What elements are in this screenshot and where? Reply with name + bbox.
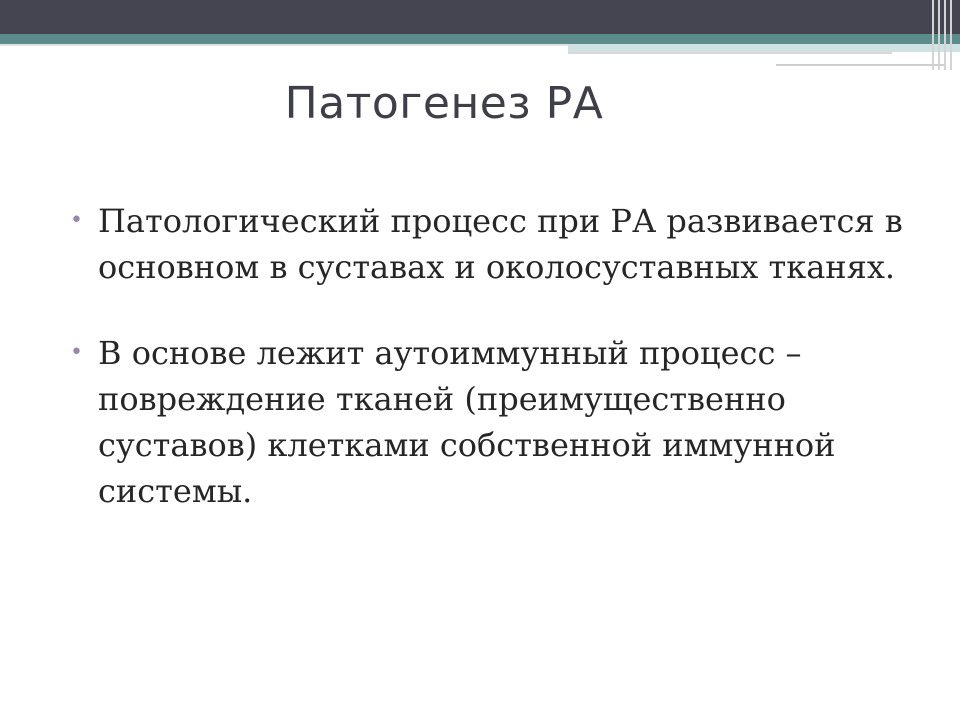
slide-title: Патогенез РА [284, 78, 604, 129]
bullet-item [70, 330, 930, 514]
bullet-text: Патологический процесс при РА развивается в основном в суставах и околосуставных тканях. [98, 202, 903, 286]
bullet-icon: • [70, 208, 83, 233]
bullet-text: В основе лежит аутоиммунный процесс – повреждение тканей (преимущественно суставов) клетками собственной иммунной системы. [98, 334, 836, 510]
header-thin-line-2 [776, 64, 946, 66]
header-band-line [0, 44, 568, 46]
header-thin-line [568, 52, 892, 54]
bullet-item [70, 198, 930, 290]
header-band-dark [0, 0, 960, 34]
corner-stripes [928, 0, 960, 70]
slide-body [70, 198, 930, 554]
header-band-teal [0, 34, 960, 44]
header-band-accent [568, 44, 960, 52]
bullet-icon: • [70, 340, 83, 365]
